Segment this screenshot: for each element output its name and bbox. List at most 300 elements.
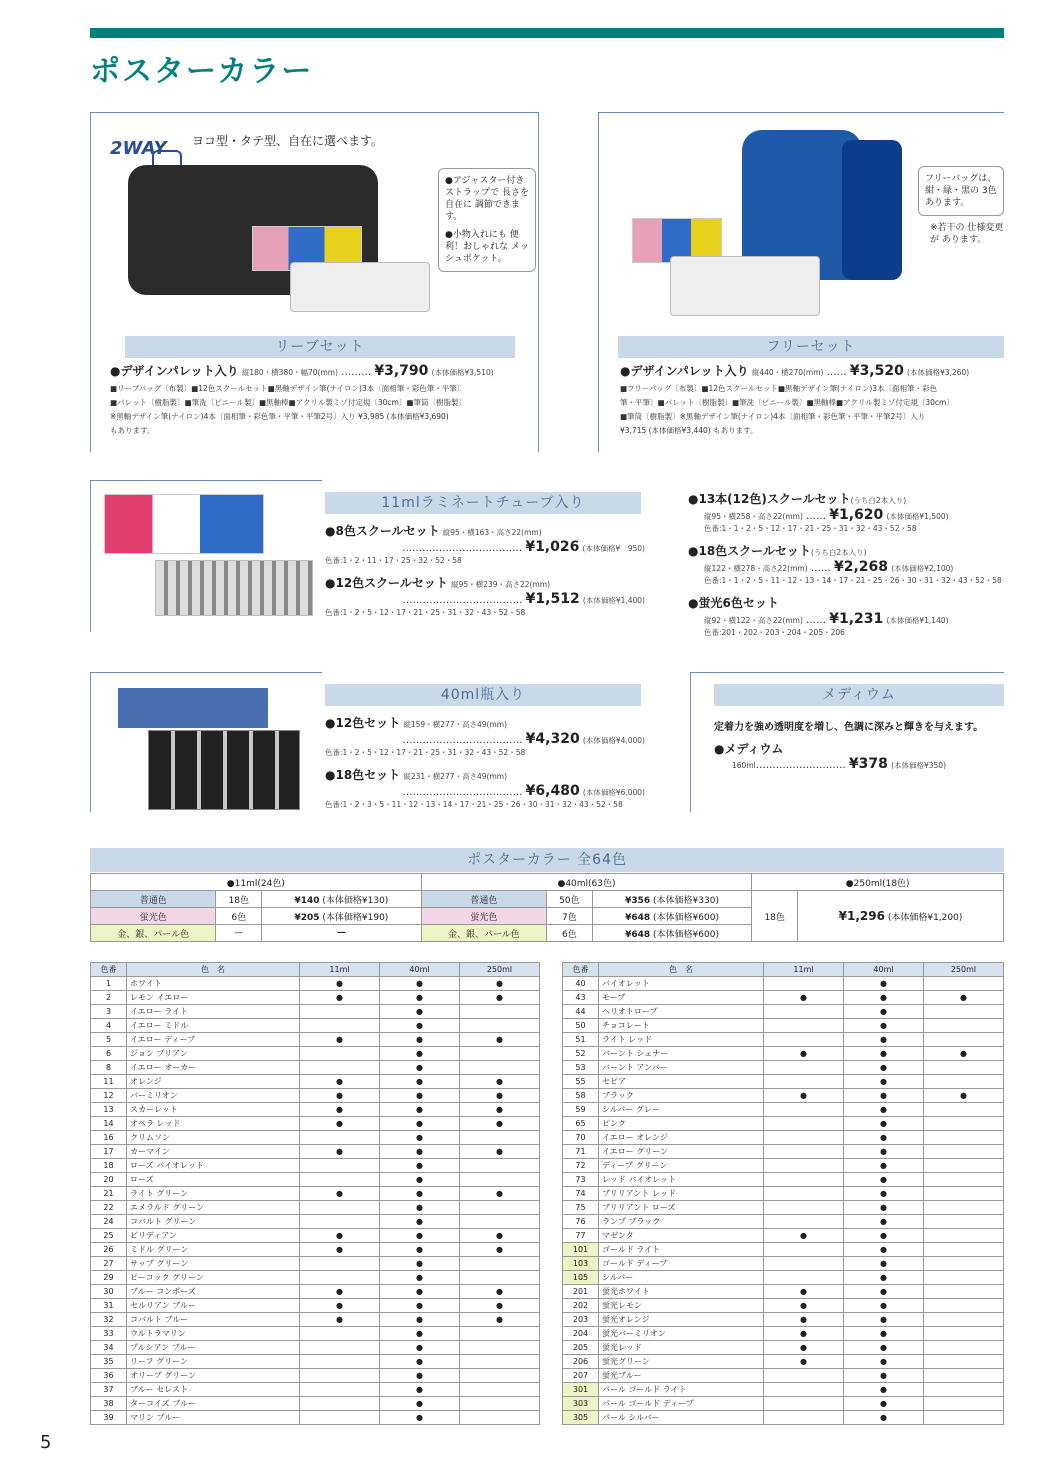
summary-base: (本体価格¥600) (653, 912, 719, 923)
tray-image (290, 262, 430, 312)
availability-dot (764, 1061, 844, 1075)
color-name: ランプ ブラック (599, 1215, 764, 1229)
availability-dot: ● (844, 1131, 924, 1145)
availability-dot (764, 1369, 844, 1383)
free-panel-border (598, 112, 1004, 113)
availability-dot: ● (380, 1229, 460, 1243)
availability-dot: ● (380, 1089, 460, 1103)
summary-type: 金、銀、パール色 (91, 925, 216, 942)
color-number: 105 (563, 1271, 599, 1285)
column-header: 色 名 (127, 963, 300, 977)
table-row (91, 1313, 540, 1327)
availability-dot (924, 1313, 1004, 1327)
availability-dot: ● (844, 1215, 924, 1229)
table-row (91, 1411, 540, 1425)
summary-count: 50色 (547, 891, 593, 908)
summary-head-40ml: ●40ml(63色) (421, 874, 752, 891)
reap-product-name: ●デザインパレット入り (110, 364, 239, 378)
summary-type: 普通色 (421, 891, 546, 908)
availability-dot: ● (844, 977, 924, 991)
column-header: 色 名 (599, 963, 764, 977)
availability-dot: ● (380, 1355, 460, 1369)
table-row (91, 1327, 540, 1341)
table-row (91, 1397, 540, 1411)
free-size: 縦440・横270(mm) (751, 368, 824, 377)
color-name: プルシアン ブルー (127, 1341, 300, 1355)
availability-dot: ● (460, 1117, 540, 1131)
color-name: イエロー ディープ (127, 1033, 300, 1047)
reap-panel-border (90, 112, 538, 113)
tube-item-sub: (うち白2本入り) (850, 496, 907, 505)
availability-dot (764, 1145, 844, 1159)
availability-dot: ● (844, 1411, 924, 1425)
table-row (91, 1173, 540, 1187)
color-number: 26 (91, 1243, 127, 1257)
free-product-line: ●デザインパレット入り 縦440・横270(mm) …… ¥3,520 (本体価格¥3,260) (620, 363, 970, 379)
availability-dot (924, 1285, 1004, 1299)
availability-dot: ● (380, 1019, 460, 1033)
table-row (563, 1005, 1004, 1019)
free-set-bar: フリーセット (618, 336, 1004, 358)
column-header: 11ml (300, 963, 380, 977)
color-number: 16 (91, 1131, 127, 1145)
availability-dot: ● (380, 1075, 460, 1089)
color-number: 305 (563, 1411, 599, 1425)
tube-item-12: ●12色スクールセット 縦95・横239・高さ22(mm) ……………………………… ¥1,512 (本体価格¥1,400) 色番:1・2・5・12・17・21・25・31・32・43・52・58 (325, 576, 645, 617)
availability-dot (460, 1005, 540, 1019)
color-number: 17 (91, 1145, 127, 1159)
summary-price: ¥648 (625, 912, 651, 923)
medium-bar: メディウム (714, 684, 1004, 706)
availability-dot: ● (764, 1355, 844, 1369)
color-number: 36 (91, 1369, 127, 1383)
color-number: 33 (91, 1327, 127, 1341)
medium-price: ¥378 (848, 756, 888, 772)
color-number: 38 (91, 1397, 127, 1411)
color-name: パール シルバー (599, 1411, 764, 1425)
color-number: 25 (91, 1229, 127, 1243)
jar-item-name: ●12色セット (325, 716, 401, 730)
color-number: 14 (91, 1117, 127, 1131)
color-name: チョコレート (599, 1019, 764, 1033)
table-row (563, 1173, 1004, 1187)
summary-type: 普通色 (91, 891, 216, 908)
summary-base: (本体価格¥130) (322, 895, 389, 906)
availability-dot (924, 1117, 1004, 1131)
availability-dot: ● (844, 1187, 924, 1201)
availability-dot (300, 1061, 380, 1075)
color-number: 3 (91, 1005, 127, 1019)
jar-item-price: ¥4,320 (525, 731, 580, 747)
color-name: シルバー (599, 1271, 764, 1285)
availability-dot: ● (380, 1159, 460, 1173)
table-row (91, 1075, 540, 1089)
availability-dot (300, 1271, 380, 1285)
callout-pocket: ●小物入れにも 便利！おしゃれな メッシュポケット。 (445, 230, 529, 264)
summary-price: ¥140 (294, 895, 320, 906)
tube-item-price: ¥2,268 (834, 559, 889, 575)
availability-dot (924, 1215, 1004, 1229)
color-name: ターコイズ ブルー (127, 1397, 300, 1411)
table-row (91, 1285, 540, 1299)
availability-dot: ● (380, 1411, 460, 1425)
availability-dot: ● (460, 1075, 540, 1089)
tube-item-price: ¥1,620 (829, 507, 884, 523)
medium-price-line: 160ml……………………… ¥378 (本体価格¥350) (732, 756, 947, 772)
color-number: 24 (91, 1215, 127, 1229)
availability-dot (764, 1411, 844, 1425)
color-name: ブリリアント レッド (599, 1187, 764, 1201)
availability-dot: ● (844, 1117, 924, 1131)
summary-base: (本体価格¥330) (653, 895, 719, 906)
tube-item-base: (本体価格¥2,100) (891, 564, 954, 573)
reap-desc-2: ■パレット〔樹脂製〕■筆洗〔ビニール製〕■黒軸棒■アクリル製ミゾ付定規〔30cm〕■筆筒〔樹脂製〕 (110, 398, 466, 407)
table-row (563, 1313, 1004, 1327)
table-row (563, 1411, 1004, 1425)
table-row (563, 1061, 1004, 1075)
color-name: ゴールド ディープ (599, 1257, 764, 1271)
color-name: ローズ バイオレット (127, 1159, 300, 1173)
jar-item-base: (本体価格¥6,000) (582, 788, 645, 797)
jar-panel-left (90, 672, 91, 812)
tube-item-fluo: ●蛍光6色セット 縦92・横122・高さ22(mm) …… ¥1,231 (本体価格¥1,140) 色番:201・202・203・204・205・206 (688, 594, 1004, 638)
summary-row-normal (91, 891, 1004, 908)
availability-dot: ● (300, 1117, 380, 1131)
availability-dot: ● (300, 1089, 380, 1103)
color-number: 43 (563, 991, 599, 1005)
availability-dot: ● (844, 1145, 924, 1159)
free-note: ※若干の 仕様変更が あります。 (930, 223, 1004, 245)
tube-bar: 11mlラミネートチューブ入り (325, 492, 641, 514)
availability-dot (460, 1173, 540, 1187)
reap-set-bar: リーブセット (125, 336, 515, 358)
tube-panel-border (90, 480, 322, 481)
availability-dot: ● (844, 991, 924, 1005)
availability-dot: ● (460, 1243, 540, 1257)
availability-dot: ● (300, 1075, 380, 1089)
availability-dot (924, 1243, 1004, 1257)
color-name: ライト レッド (599, 1033, 764, 1047)
color-name: コバルト グリーン (127, 1215, 300, 1229)
availability-dot (460, 1047, 540, 1061)
color-name: 蛍光レッド (599, 1341, 764, 1355)
availability-dot: ● (380, 1397, 460, 1411)
availability-dot: ● (300, 1187, 380, 1201)
availability-dot: ● (844, 1313, 924, 1327)
availability-dot: ● (764, 1089, 844, 1103)
reap-desc-4: もあります。 (110, 426, 155, 435)
availability-dot: ● (924, 991, 1004, 1005)
availability-dot (764, 1131, 844, 1145)
color-name: イエロー オーカー (127, 1061, 300, 1075)
jar-item-base: (本体価格¥4,000) (582, 736, 645, 745)
availability-dot (460, 1215, 540, 1229)
jar-lid-image (118, 688, 268, 728)
availability-dot (924, 1397, 1004, 1411)
color-number: 40 (563, 977, 599, 991)
table-row (91, 1145, 540, 1159)
availability-dot: ● (844, 1271, 924, 1285)
color-number: 70 (563, 1131, 599, 1145)
color-name: バーント アンバー (599, 1061, 764, 1075)
table-row (91, 1019, 540, 1033)
color-number: 103 (563, 1257, 599, 1271)
color-name: バーント シェナー (599, 1047, 764, 1061)
tube-box-image (104, 494, 264, 554)
table-row (563, 1341, 1004, 1355)
table-row (563, 1103, 1004, 1117)
availability-dot: ● (844, 1047, 924, 1061)
page-number: 5 (40, 1432, 52, 1453)
availability-dot (764, 977, 844, 991)
table-row (91, 1061, 540, 1075)
summary-base: (本体価格¥190) (322, 912, 389, 923)
availability-dot: ● (764, 1047, 844, 1061)
availability-dot: ● (460, 1285, 540, 1299)
availability-dot: ● (380, 1271, 460, 1285)
color-number: 20 (91, 1173, 127, 1187)
availability-dot: ● (460, 1187, 540, 1201)
free-tray-image (670, 256, 820, 316)
table-row (91, 1271, 540, 1285)
availability-dot (924, 1131, 1004, 1145)
table-row (563, 1117, 1004, 1131)
availability-dot: ● (460, 977, 540, 991)
color-name: モーブ (599, 991, 764, 1005)
jar-set-image (148, 730, 300, 810)
availability-dot: ● (844, 1019, 924, 1033)
color-name: セルリアン ブルー (127, 1299, 300, 1313)
tube-item-13: ●13本(12色)スクールセット(うち白2本入り) 縦95・横258・高さ22(mm) …… ¥1,620 (本体価格¥1,500) 色番:1・1・2・5・12・17・21・25・31・32・43・52・58 (688, 490, 1004, 534)
color-number: 6 (91, 1047, 127, 1061)
availability-dot (300, 1257, 380, 1271)
availability-dot (300, 1047, 380, 1061)
availability-dot: ● (380, 1383, 460, 1397)
tube-item-name: ●18色スクールセット (688, 544, 811, 558)
jar-item-colors: 色番:1・2・3・5・11・12・13・14・17・21・25・26・30・31・32・43・52・58 (325, 800, 623, 809)
color-number: 301 (563, 1383, 599, 1397)
color-number: 2 (91, 991, 127, 1005)
availability-dot (460, 1411, 540, 1425)
jar-item-size: 縦231・横277・高さ49(mm) (403, 772, 507, 781)
availability-dot (300, 1369, 380, 1383)
color-name: ゴールド ライト (599, 1243, 764, 1257)
tube-item-colors: 色番:1・1・2・5・12・17・21・25・31・32・43・52・58 (704, 524, 917, 533)
color-name: パール ゴールド ディープ (599, 1397, 764, 1411)
table-row (91, 1089, 540, 1103)
color-number: 22 (91, 1201, 127, 1215)
table-row (563, 1033, 1004, 1047)
color-number: 77 (563, 1229, 599, 1243)
availability-dot (460, 1271, 540, 1285)
tube-item-base: (本体価格¥1,500) (886, 512, 949, 521)
tube-item-sub: (うち白2本入り) (810, 548, 867, 557)
availability-dot (460, 1397, 540, 1411)
table-row (91, 1341, 540, 1355)
jar-item-price: ¥6,480 (525, 783, 580, 799)
tube-item-size: 縦92・横122・高さ22(mm) (704, 616, 803, 625)
color-number: 65 (563, 1117, 599, 1131)
availability-dot: ● (300, 977, 380, 991)
tube-item-name: ●12色スクールセット (325, 576, 448, 590)
availability-dot (924, 1271, 1004, 1285)
color-name: パール ゴールド ライト (599, 1383, 764, 1397)
availability-dot (300, 1397, 380, 1411)
availability-dot: ● (300, 1243, 380, 1257)
reap-callout (438, 168, 536, 272)
table-row (563, 1131, 1004, 1145)
availability-dot: ● (380, 991, 460, 1005)
table-row (91, 1369, 540, 1383)
tube-item-name: ●蛍光6色セット (688, 596, 779, 610)
color-number: 18 (91, 1159, 127, 1173)
availability-dot: ● (380, 1327, 460, 1341)
color-name: ライト グリーン (127, 1187, 300, 1201)
availability-dot: ● (460, 1033, 540, 1047)
color-name: クリムソン (127, 1131, 300, 1145)
availability-dot: ● (844, 1229, 924, 1243)
availability-dot: ● (460, 991, 540, 1005)
color-name: ピンク (599, 1117, 764, 1131)
color-name: バーミリオン (127, 1089, 300, 1103)
availability-dot (924, 1229, 1004, 1243)
color-number: 5 (91, 1033, 127, 1047)
availability-dot (924, 1019, 1004, 1033)
callout-adjuster: ●アジャスター付き ストラップで 長さを自在に 調節できます。 (445, 176, 529, 222)
availability-dot (764, 1075, 844, 1089)
availability-dot: ● (380, 1313, 460, 1327)
free-description (620, 382, 1004, 438)
summary-base-250: (本体価格¥1,200) (887, 913, 963, 923)
color-list-left (90, 962, 540, 1425)
table-row (563, 1383, 1004, 1397)
summary-count-250: 18色 (752, 891, 798, 942)
color-name: イエロー ミドル (127, 1019, 300, 1033)
table-row (91, 1187, 540, 1201)
tube-item-price: ¥1,231 (829, 611, 884, 627)
free-price: ¥3,520 (849, 363, 904, 379)
availability-dot (764, 1117, 844, 1131)
color-name: ヘリオトロープ (599, 1005, 764, 1019)
availability-dot: ● (844, 1033, 924, 1047)
availability-dot: ● (380, 1047, 460, 1061)
color-number: 11 (91, 1075, 127, 1089)
summary-base: (本体価格¥600) (653, 929, 719, 940)
table-row (91, 977, 540, 991)
availability-dot: ● (380, 1061, 460, 1075)
availability-dot: ● (380, 1369, 460, 1383)
color-number: 29 (91, 1271, 127, 1285)
free-desc-2: 筆・平筆〕■パレット〔樹脂製〕■筆洗〔ビニール製〕■黒軸棒■アクリル製ミゾ付定規〔30cm〕 (620, 398, 954, 407)
availability-dot: ● (300, 1299, 380, 1313)
table-row (91, 1201, 540, 1215)
tube-item-base: (本体価格¥1,400) (582, 596, 645, 605)
summary-price: ¥356 (625, 895, 651, 906)
availability-dot: ● (300, 1313, 380, 1327)
availability-dot (300, 1131, 380, 1145)
summary-count: 6色 (547, 925, 593, 942)
table-row (563, 1327, 1004, 1341)
color-name: エメラルド グリーン (127, 1201, 300, 1215)
color-name: イエロー オレンジ (599, 1131, 764, 1145)
availability-dot: ● (844, 1005, 924, 1019)
color-number: 202 (563, 1299, 599, 1313)
availability-dot (764, 1159, 844, 1173)
availability-dot (764, 1243, 844, 1257)
summary-count: — (216, 925, 262, 942)
summary-head-11ml: ●11ml(24色) (91, 874, 422, 891)
availability-dot (924, 1327, 1004, 1341)
availability-dot: ● (380, 1201, 460, 1215)
color-number: 303 (563, 1397, 599, 1411)
free-bag-dark-image (842, 140, 902, 280)
availability-dot (460, 1019, 540, 1033)
color-name: イエロー グリーン (599, 1145, 764, 1159)
color-name: ブリリアント ローズ (599, 1201, 764, 1215)
availability-dot: ● (844, 1075, 924, 1089)
tube-item-colors: 色番:201・202・203・204・205・206 (704, 628, 845, 637)
color-name: リーフ グリーン (127, 1355, 300, 1369)
color-number: 50 (563, 1019, 599, 1033)
jar-item-name: ●18色セット (325, 768, 401, 782)
jar-bar: 40ml瓶入り (325, 684, 641, 706)
availability-dot (924, 1033, 1004, 1047)
availability-dot: ● (380, 1285, 460, 1299)
table-row (563, 1215, 1004, 1229)
color-number: 21 (91, 1187, 127, 1201)
availability-dot: ● (844, 1061, 924, 1075)
summary-price: ¥205 (294, 912, 320, 923)
free-desc-3: ■筆筒〔樹脂製〕※黒軸デザイン筆(ナイロン)4本〔面相筆・彩色筆・平筆・平筆2号〕入り (620, 412, 926, 421)
color-name: スカーレット (127, 1103, 300, 1117)
availability-dot (460, 1159, 540, 1173)
availability-dot (300, 1355, 380, 1369)
table-row (91, 1117, 540, 1131)
free-product-name: ●デザインパレット入り (620, 364, 749, 378)
table-row (563, 1201, 1004, 1215)
jar-item-18: ●18色セット 縦231・横277・高さ49(mm) ……………………………… ¥6,480 (本体価格¥6,000) 色番:1・2・3・5・11・12・13・14・17・21・25・26・30・31・32・43・52・58 (325, 768, 645, 809)
tube-item-price: ¥1,026 (525, 539, 580, 555)
availability-dot (460, 1201, 540, 1215)
availability-dot (924, 1341, 1004, 1355)
color-number: 76 (563, 1215, 599, 1229)
availability-dot (764, 1383, 844, 1397)
table-row (563, 1285, 1004, 1299)
availability-dot (300, 1383, 380, 1397)
table-row (563, 977, 1004, 991)
table-row (91, 1047, 540, 1061)
free-desc-4: ¥3,715 (本体価格¥3,440) もあります。 (620, 426, 758, 435)
color-number: 205 (563, 1341, 599, 1355)
color-number: 39 (91, 1411, 127, 1425)
color-number: 1 (91, 977, 127, 991)
availability-dot (924, 1355, 1004, 1369)
availability-dot (924, 1299, 1004, 1313)
availability-dot: ● (380, 1187, 460, 1201)
color-name: 蛍光バーミリオン (599, 1327, 764, 1341)
table-row (91, 1355, 540, 1369)
summary-type: 蛍光色 (91, 908, 216, 925)
availability-dot: ● (380, 1033, 460, 1047)
tube-item-colors: 色番:1・2・11・17・25・32・52・58 (325, 556, 462, 565)
color-number: 71 (563, 1145, 599, 1159)
availability-dot (764, 1019, 844, 1033)
reap-base-price: (本体価格¥3,510) (431, 368, 494, 377)
tube-item-base: (本体価格¥ 950) (582, 544, 645, 553)
availability-dot (300, 1215, 380, 1229)
availability-dot: ● (380, 1005, 460, 1019)
availability-dot: ● (460, 1299, 540, 1313)
